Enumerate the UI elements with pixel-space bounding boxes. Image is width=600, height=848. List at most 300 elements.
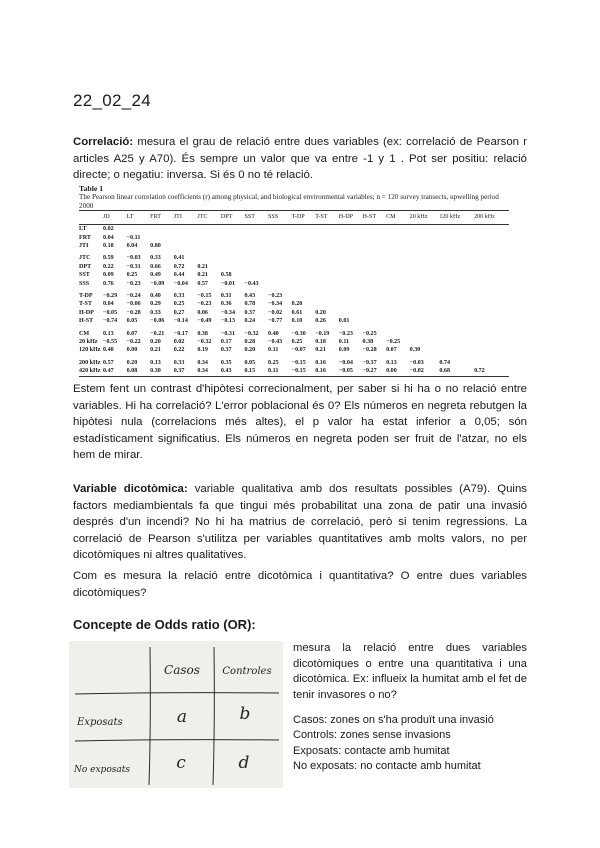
table-cell: 0.24 xyxy=(244,318,256,325)
table-cell xyxy=(244,242,268,250)
table-caption-label: Table 1 xyxy=(79,184,104,193)
table-cell xyxy=(292,242,316,250)
table-cell xyxy=(474,338,509,346)
table-header-cell: LT xyxy=(126,214,134,221)
table-cell xyxy=(268,271,292,279)
table-cell xyxy=(339,280,363,288)
table-cell xyxy=(221,234,245,242)
table-cell: 0.16 xyxy=(315,368,326,375)
table-cell xyxy=(363,317,387,325)
table-cell: −0.55 xyxy=(103,339,118,346)
table-cell xyxy=(474,292,509,300)
table-cell xyxy=(439,280,474,288)
table-cell: 0.22 xyxy=(103,263,114,270)
table-cell: 0.25 xyxy=(291,339,303,346)
table-cell: 0.15 xyxy=(244,368,256,375)
table-cell: −0.15 xyxy=(291,368,306,375)
table-cell xyxy=(410,338,440,346)
matrix-cell-b: b xyxy=(239,704,251,724)
contrast-paragraph: Estem fent un contrast d'hipòtesi correcionalment, per saber si hi ha o no relació entre variables. Hi ha correlació? L'error poblacional és 0? Els números en negreta rebutgen la hipòtesi nula (correlacions més altes), el p valor ha estat inferior a 0,05; són estadísticament significatius. Els números en negreta poden ser fruit de l'atzar, no els hem de mirar. xyxy=(73,383,527,462)
table-cell: 0.06 xyxy=(197,309,208,316)
table-cell xyxy=(292,280,316,288)
table-cell xyxy=(386,309,410,317)
matrix-cell-a: a xyxy=(176,707,188,727)
table-cell xyxy=(439,300,474,308)
table-cell: 0.36 xyxy=(220,301,232,308)
table-cell: 0.21 xyxy=(150,347,161,354)
table-cell: −0.02 xyxy=(268,309,283,316)
table-cell xyxy=(363,254,387,262)
table-row-label: H-ST xyxy=(79,318,94,325)
table-cell xyxy=(410,242,440,250)
table-body xyxy=(79,225,509,377)
table-row xyxy=(79,263,509,271)
table-cell: 0.13 xyxy=(150,359,161,366)
table-cell xyxy=(363,225,387,234)
table-cell xyxy=(474,263,509,271)
table-cell: 0.20 xyxy=(315,309,326,316)
table-cell xyxy=(150,234,174,242)
definition-controls: Controls: zones sense invasions xyxy=(293,729,451,742)
table-cell: 0.33 xyxy=(150,255,161,262)
matrix-row-exposats: Exposats xyxy=(77,717,123,728)
table-cell xyxy=(386,317,410,325)
table-cell: 0.22 xyxy=(173,347,185,354)
table-row-label: 420 kHz xyxy=(79,368,101,375)
table-row-label: CM xyxy=(79,330,90,337)
table-cell: 0.30 xyxy=(409,347,421,354)
table-cell: −0.24 xyxy=(126,293,141,300)
table-cell xyxy=(439,338,474,346)
table-cell xyxy=(474,254,509,262)
table-cell: 0.61 xyxy=(291,309,303,316)
table-cell: 0.40 xyxy=(268,330,279,337)
table-cell: 0.25 xyxy=(268,359,279,366)
table-cell: 0.25 xyxy=(173,301,185,308)
question-paragraph: Com es mesura la relació entre dicotòmica i quantitativa? O entre dues variables dicotòmiques? xyxy=(73,570,527,599)
odds-matrix-image xyxy=(69,641,283,788)
table-cell: 0.37 xyxy=(173,368,185,375)
table-cell: 0.07 xyxy=(386,347,397,354)
table-cell xyxy=(474,359,509,367)
table-cell: 0.68 xyxy=(439,368,450,375)
odds-ratio-description: mesura la relació entre dues variables dicotòmiques o entre una quantitativa i una dicotòmica. Ex: influeix la humitat amb el fet de tenir invasores o no? xyxy=(293,642,527,701)
table-cell xyxy=(339,242,363,250)
table-cell: 0.09 xyxy=(338,347,350,354)
table-row-label: H-DP xyxy=(79,309,94,316)
table-cell: −0.23 xyxy=(197,301,212,308)
table-row-label: JTI xyxy=(79,243,89,249)
table-cell: 0.34 xyxy=(197,368,208,375)
table-cell: 0.33 xyxy=(173,293,185,300)
correlacio-paragraph xyxy=(73,134,527,184)
table-cell xyxy=(174,234,198,242)
table-cell: 0.20 xyxy=(126,359,138,366)
matrix-col-controles: Controles xyxy=(222,666,272,677)
table-cell: 0.74 xyxy=(439,359,450,366)
table-cell: 0.18 xyxy=(103,243,114,249)
table-cell xyxy=(221,254,245,262)
table-cell xyxy=(197,225,221,234)
table-cell: −0.27 xyxy=(362,368,377,375)
page-date: 22_02_24 xyxy=(73,91,152,110)
definition-exposats: Exposats: contacte amb humitat xyxy=(293,744,450,757)
table-cell: −0.05 xyxy=(103,309,118,316)
table-cell xyxy=(439,242,474,250)
table-cell: 0.16 xyxy=(315,359,326,366)
table-cell: −0.34 xyxy=(220,309,236,316)
table-cell: −0.37 xyxy=(362,359,377,366)
table-header-cell: 120 kHz xyxy=(439,214,461,221)
table-cell: 0.31 xyxy=(220,293,232,300)
table-row xyxy=(79,234,509,242)
table-cell: −0.32 xyxy=(197,339,212,346)
table-cell xyxy=(386,330,410,338)
table-cell xyxy=(339,263,363,271)
table-header-cell: 200 kHz xyxy=(474,214,495,221)
table-cell: 0.72 xyxy=(173,263,185,270)
table-cell: 0.41 xyxy=(173,255,185,262)
table-row xyxy=(79,359,509,367)
table-cell: 0.34 xyxy=(197,359,208,366)
table-cell: −0.23 xyxy=(268,293,283,300)
table-cell: −0.74 xyxy=(103,318,118,325)
table-row-label: SST xyxy=(79,272,90,279)
table-cell xyxy=(439,271,474,279)
table-cell xyxy=(221,225,245,234)
correlation-table xyxy=(79,210,509,377)
table-cell: 0.11 xyxy=(338,339,350,346)
table-cell: −0.23 xyxy=(126,280,141,287)
table-cell: −0.13 xyxy=(220,318,236,325)
table-cell: −0.05 xyxy=(338,368,353,375)
table-cell: 0.80 xyxy=(150,243,161,249)
table-header-cell: SST xyxy=(244,214,255,221)
table-cell xyxy=(386,280,410,288)
table-header-cell: FRT xyxy=(150,214,161,221)
table-cell: 0.72 xyxy=(474,368,485,375)
table-cell xyxy=(439,346,474,354)
table-cell: −0.03 xyxy=(409,359,424,366)
matrix-cell-c: c xyxy=(176,753,186,773)
odds-ratio-heading: Concepte de Odds ratio (OR): xyxy=(73,617,256,632)
table-cell xyxy=(315,225,339,234)
definition-no-exposats: No exposats: no contacte amb humitat xyxy=(293,759,481,772)
table-cell: 0.38 xyxy=(362,339,374,346)
table-cell: 0.09 xyxy=(103,272,114,279)
table-cell: −0.28 xyxy=(126,309,141,316)
table-cell: 0.66 xyxy=(150,263,161,270)
table-row xyxy=(79,317,509,325)
table-cell: 0.00 xyxy=(126,347,138,354)
table-cell xyxy=(268,242,292,250)
table-cell xyxy=(268,225,292,234)
table-cell: 0.33 xyxy=(173,359,185,366)
table-cell xyxy=(363,292,387,300)
table-cell xyxy=(386,234,410,242)
table-cell xyxy=(244,263,268,271)
table-row xyxy=(79,330,509,338)
table-row xyxy=(79,254,509,262)
table-cell xyxy=(410,271,440,279)
table-cell: −0.07 xyxy=(291,347,306,354)
table-cell xyxy=(292,234,316,242)
table-cell: −0.06 xyxy=(150,318,165,325)
table-cell xyxy=(268,234,292,242)
table-cell: −0.22 xyxy=(126,339,141,346)
table-row-label: SSS xyxy=(79,280,90,287)
table-cell xyxy=(474,234,509,242)
table-cell: 0.20 xyxy=(244,347,256,354)
table-cell xyxy=(197,234,221,242)
table-cell xyxy=(439,292,474,300)
table-cell: 0.11 xyxy=(268,368,279,375)
table-cell xyxy=(363,300,387,308)
table-cell xyxy=(244,254,268,262)
table-cell xyxy=(315,280,339,288)
table-cell xyxy=(292,254,316,262)
table-row-label: LT xyxy=(79,226,87,233)
table-cell: 0.76 xyxy=(103,280,114,287)
table-header-cell: JTI xyxy=(173,214,182,221)
table-cell: −0.09 xyxy=(150,280,165,287)
definition-casos: Casos: zones on s'ha produït una invasió xyxy=(293,714,494,726)
table-cell: 0.21 xyxy=(197,263,208,270)
table-cell: 0.04 xyxy=(103,234,114,241)
table-cell xyxy=(386,271,410,279)
table-cell: −0.21 xyxy=(150,330,165,337)
table-cell xyxy=(339,225,363,234)
table-cell xyxy=(386,242,410,250)
table-cell: 0.21 xyxy=(197,272,208,279)
table-cell xyxy=(339,309,363,317)
table-cell: 0.59 xyxy=(103,255,114,262)
table-cell: 0.58 xyxy=(220,272,232,279)
table-cell: −0.43 xyxy=(244,280,259,287)
table-cell xyxy=(386,300,410,308)
table-cell xyxy=(410,234,440,242)
table-cell: −0.28 xyxy=(362,347,377,354)
table-cell: 0.05 xyxy=(126,318,138,325)
table-cell: 0.27 xyxy=(173,309,185,316)
table-cell xyxy=(410,263,440,271)
table-cell: −0.43 xyxy=(268,339,283,346)
table-cell: 0.38 xyxy=(197,330,208,337)
table-cell xyxy=(474,346,509,354)
table-cell: 0.40 xyxy=(103,347,114,354)
table-cell: 0.40 xyxy=(150,293,161,300)
table-row xyxy=(79,225,509,234)
table-cell: 0.01 xyxy=(338,318,350,325)
table-cell xyxy=(197,254,221,262)
definitions-list xyxy=(293,713,527,774)
table-cell: −0.31 xyxy=(220,330,236,337)
table-cell xyxy=(474,309,509,317)
table-row-label: FRT xyxy=(79,234,91,241)
table-cell: 0.47 xyxy=(103,368,114,375)
table-cell xyxy=(127,225,151,234)
table-cell: 0.37 xyxy=(244,309,256,316)
table-header-cell: 20 kHz xyxy=(409,214,428,221)
table-cell: −0.02 xyxy=(409,368,424,375)
table-header-cell: T-ST xyxy=(315,214,328,221)
table-cell xyxy=(315,300,339,308)
table-cell: 0.35 xyxy=(220,359,232,366)
table-cell xyxy=(474,242,509,250)
table-cell: −0.34 xyxy=(268,301,283,308)
table-cell: −0.29 xyxy=(103,293,118,300)
table-cell: 0.10 xyxy=(291,318,303,325)
table-cell: 0.20 xyxy=(150,339,161,346)
matrix-row-no-exposats: No exposats xyxy=(74,765,130,775)
table-cell: −0.04 xyxy=(338,359,353,366)
dicotomica-term: Variable dicotòmica: xyxy=(73,483,188,495)
table-cell: 0.07 xyxy=(126,330,138,337)
table-cell xyxy=(339,234,363,242)
table-cell xyxy=(268,280,292,288)
table-row xyxy=(79,338,509,346)
table-header-cell: SSS xyxy=(268,214,279,221)
table-cell: 0.17 xyxy=(220,339,232,346)
table-cell: 0.13 xyxy=(103,330,114,337)
table-row xyxy=(79,300,509,308)
table-cell xyxy=(292,225,316,234)
table-cell: 0.20 xyxy=(291,301,303,308)
table-cell xyxy=(244,234,268,242)
table-cell xyxy=(439,234,474,242)
table-row-label: T-ST xyxy=(79,301,92,308)
table-cell xyxy=(363,280,387,288)
table-cell: 0.33 xyxy=(150,309,161,316)
table-cell xyxy=(410,254,440,262)
table-cell: 0.02 xyxy=(173,339,185,346)
table-header-cell: H-DP xyxy=(338,214,354,221)
table-row xyxy=(79,242,509,250)
table-cell: −0.32 xyxy=(244,330,259,337)
table-cell: 0.21 xyxy=(315,347,326,354)
table-cell: 0.43 xyxy=(244,293,256,300)
table-row xyxy=(79,309,509,317)
table-row-label: T-DP xyxy=(79,293,93,300)
table-cell: 0.57 xyxy=(197,280,208,287)
table-cell xyxy=(474,271,509,279)
table-cell: −0.15 xyxy=(291,359,306,366)
table-cell xyxy=(339,271,363,279)
table-row-label: JTC xyxy=(79,255,91,262)
table-cell xyxy=(410,292,440,300)
table-cell xyxy=(439,225,474,234)
table-header-cell: H-ST xyxy=(362,214,377,221)
matrix-cell-d: d xyxy=(238,753,250,773)
correlacio-term: Correlació: xyxy=(73,136,134,148)
table-cell: 0.49 xyxy=(150,272,161,279)
table-cell: 0.04 xyxy=(126,243,138,249)
table-cell xyxy=(268,263,292,271)
table-cell xyxy=(474,330,509,338)
table-cell: −0.30 xyxy=(291,330,306,337)
table-cell: −0.01 xyxy=(220,280,236,287)
table-cell xyxy=(197,242,221,250)
table-cell xyxy=(221,242,245,250)
table-cell xyxy=(386,292,410,300)
table-cell: −0.06 xyxy=(126,301,141,308)
table-cell xyxy=(439,263,474,271)
table-cell xyxy=(292,292,316,300)
table-cell: −0.25 xyxy=(386,339,401,346)
table-caption-text: The Pearson linear correlation coefficients (r) among physical, and biological environmental variables; n = 120 survey transects, upwelling period 2000 xyxy=(79,193,499,210)
table-cell: −0.31 xyxy=(126,263,141,270)
table-header-cell: T-DP xyxy=(291,214,305,221)
table-cell xyxy=(386,254,410,262)
table-header-cell xyxy=(79,211,103,225)
table-cell: 0.19 xyxy=(197,347,208,354)
table-header-cell: JD xyxy=(103,214,110,221)
dicotomica-paragraph xyxy=(73,481,527,564)
table-cell xyxy=(386,263,410,271)
table-cell: −0.77 xyxy=(268,318,283,325)
table-row xyxy=(79,367,509,376)
table-cell: −0.14 xyxy=(173,318,188,325)
table-cell xyxy=(244,271,268,279)
table-cell: 0.02 xyxy=(103,226,114,233)
table-cell xyxy=(410,330,440,338)
table-cell xyxy=(315,254,339,262)
table-cell xyxy=(474,300,509,308)
matrix-col-casos: Casos xyxy=(164,663,200,677)
table-row xyxy=(79,346,509,354)
table-row xyxy=(79,271,509,279)
table-cell: −0.23 xyxy=(338,330,353,337)
table-cell xyxy=(386,225,410,234)
table-cell: 0.37 xyxy=(220,347,232,354)
table-cell xyxy=(339,300,363,308)
table-cell: 0.25 xyxy=(126,272,138,279)
table-cell: 0.26 xyxy=(315,318,326,325)
table-cell: −0.17 xyxy=(173,330,188,337)
table-row xyxy=(79,280,509,288)
table-cell: −0.11 xyxy=(126,234,141,241)
table-cell: 0.04 xyxy=(103,301,114,308)
table-cell: 0.00 xyxy=(386,368,397,375)
table-row-label: DPT xyxy=(79,263,92,270)
table-cell xyxy=(315,234,339,242)
table-row-label: 120 kHz xyxy=(79,347,101,354)
table-cell xyxy=(363,242,387,250)
table-cell: −0.03 xyxy=(126,255,141,262)
table-cell xyxy=(315,263,339,271)
table-cell xyxy=(439,254,474,262)
table-header-cell: CM xyxy=(386,214,396,221)
table-cell: 0.18 xyxy=(315,339,326,346)
table-cell xyxy=(410,225,440,234)
table-cell xyxy=(292,263,316,271)
table-cell xyxy=(410,280,440,288)
dicotomica-text: variable qualitativa amb dos resultats possibles (A79). Quins factors mediambientals fa que tingui més probabilitat una zona de patir una invasió després d'un incendi? No hi ha matrius de correlació, però si tenim regressions. La correlació de Pearson s'utilitza per variables quantitatives amb molts valors, no per dicotòmiques ni altres qualitatives. xyxy=(73,483,527,562)
table-cell xyxy=(410,317,440,325)
table-cell xyxy=(363,309,387,317)
table-cell xyxy=(474,225,509,234)
table-cell xyxy=(410,309,440,317)
table-cell xyxy=(474,280,509,288)
table-cell xyxy=(410,300,440,308)
table-cell: 0.43 xyxy=(220,368,232,375)
table-header-row xyxy=(79,211,509,225)
correlacio-text: mesura el grau de relació entre dues variables (ex: correlació de Pearson r articles A25 y A70). És sempre un valor que va entre -1 y 1 . Pot ser positiu: relació directe; o negatiu: inversa. Si és 0 no té relació. xyxy=(73,136,527,182)
table-cell: −0.25 xyxy=(362,330,377,337)
table-cell: 0.30 xyxy=(150,368,161,375)
table-row-label: 20 kHz xyxy=(79,339,98,346)
table-cell: 0.08 xyxy=(126,368,138,375)
